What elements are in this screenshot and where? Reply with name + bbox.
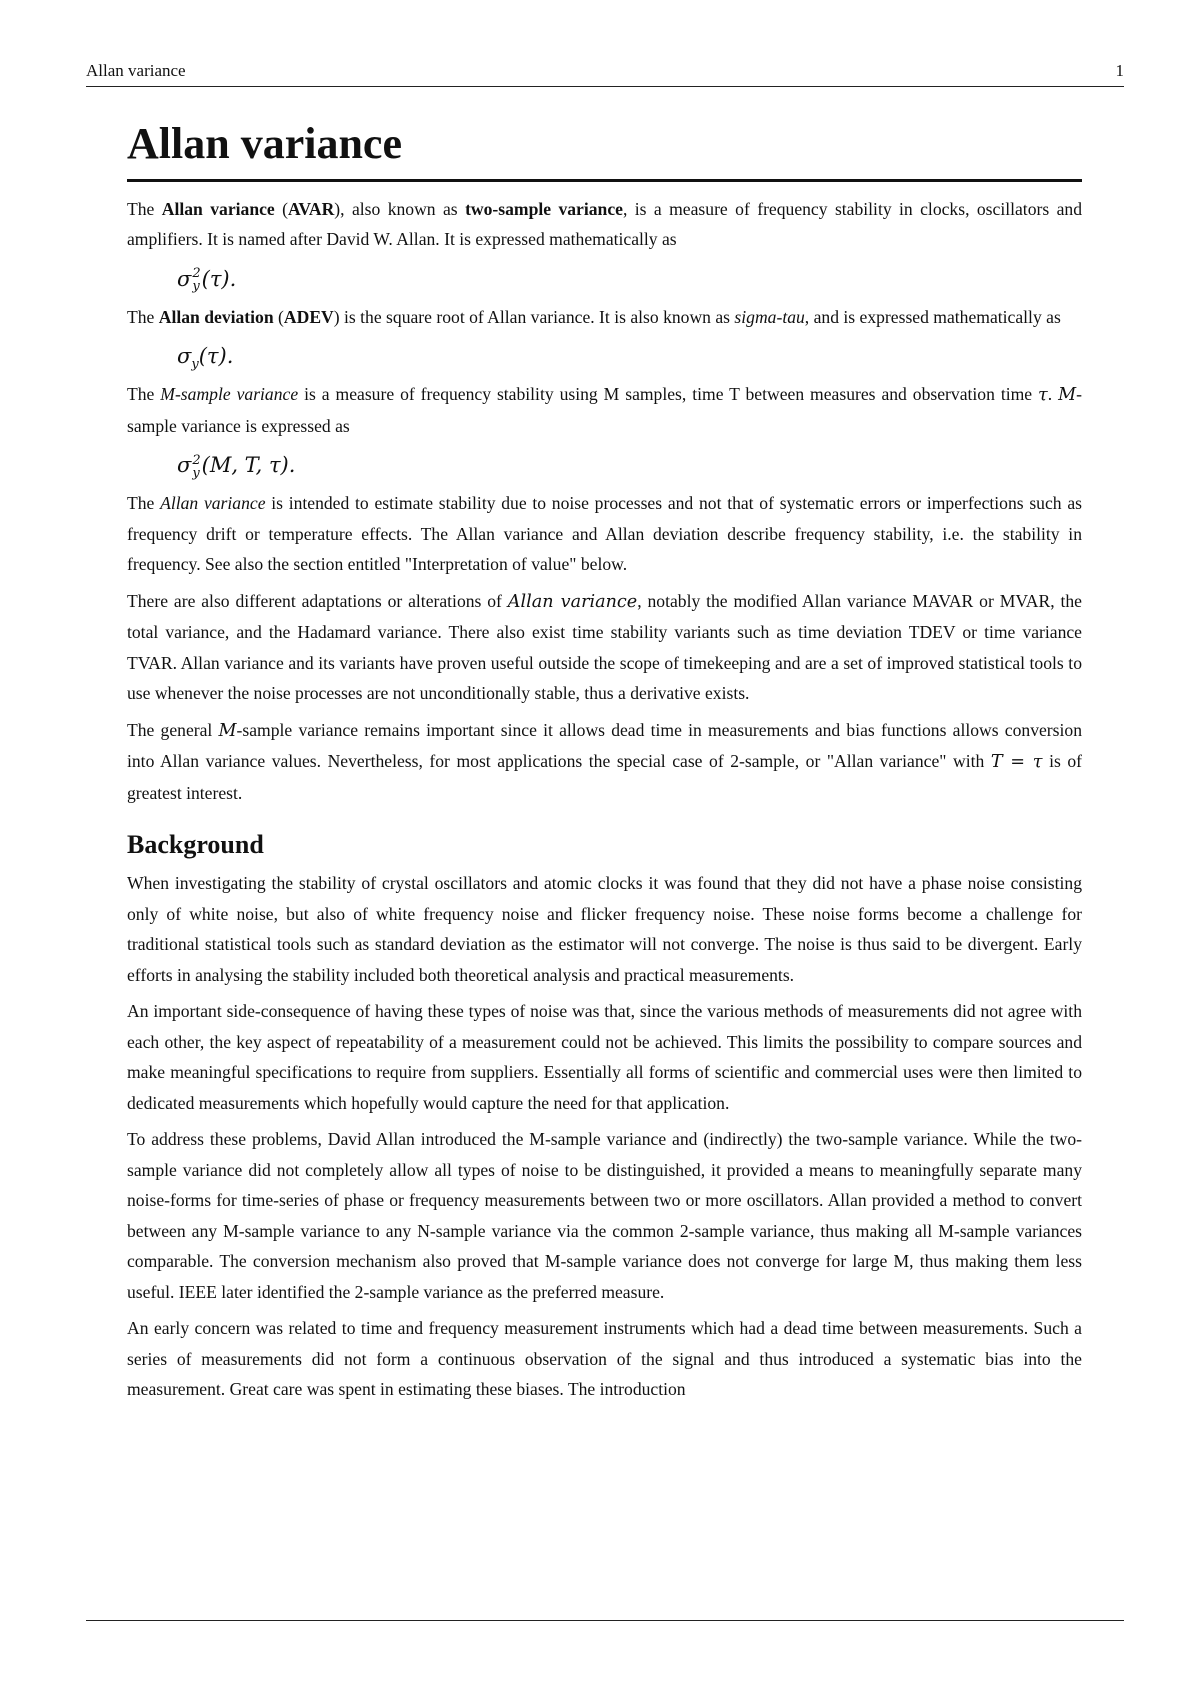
background-paragraph-3: To address these problems, David Allan introduced the M-sample variance and (indirectly) the two-sample variance. While the two-sample variance did not completely allow all types of noise to be distinguished, it provided a means to meaningfully separate many noise-forms for time-series of phase or frequency measurements between two or more oscillators. Allan provided a method to convert between any M-sample variance to any N-sample variance via the common 2-sample variance, thus making all M-sample variances comparable. The conversion mechanism also proved that M-sample variance does not converge for large M, thus making them less useful. IEEE later identified the 2-sample variance as the preferred measure.	[127, 1129, 1082, 1302]
background-paragraph-4: An early concern was related to time and frequency measurement instruments which had a dead time between measurements. Such a series of measurements did not form a continuous observation of the signal and thus introduced a systematic bias into the measurement. Great care was spent in estimating these biases. The introduction	[127, 1318, 1082, 1400]
section-heading-background: Background	[127, 830, 264, 860]
article-body	[127, 118, 1082, 1411]
footer-rule	[86, 1620, 1124, 1621]
intro-paragraph-4: The Allan variance is intended to estimate stability due to noise processes and not that of systematic errors or imperfections such as frequency drift or temperature effects. The Allan variance and Allan deviation describe frequency stability, i.e. the stability in frequency. See also the section entitled "Interpretation of value" below.	[127, 493, 1082, 575]
formula-avar: σ 2 y (τ).	[177, 266, 237, 295]
background-paragraph-1: When investigating the stability of crystal oscillators and atomic clocks it was found that they did not have a phase noise consisting only of white noise, but also of white frequency noise and flicker frequency noise. These noise forms become a challenge for traditional statistical tools such as standard deviation as the estimator will not converge. The noise is thus said to be divergent. Early efforts in analysing the stability included both theoretical analysis and practical measurements.	[127, 873, 1082, 985]
running-header-title: Allan variance	[86, 61, 186, 80]
term-sigma-tau: sigma-tau	[734, 306, 805, 327]
term-avar: AVAR	[288, 198, 335, 219]
term-allan-deviation: Allan deviation	[158, 306, 274, 327]
term-adev: ADEV	[283, 306, 334, 327]
article-title: Allan variance	[127, 118, 1082, 182]
intro-paragraph-5: There are also different adaptations or alterations of Allan variance, notably the modified Allan variance MAVAR or MVAR, the total variance, and the Hadamard variance. There also exist time stability variants such as time deviation TDEV or time variance TVAR. Allan variance and its variants have proven useful outside the scope of timekeeping and are a set of improved statistical tools to use whenever the noise processes are not unconditionally stable, thus a derivative exists.	[127, 590, 1082, 704]
intro-paragraph-3: The M-sample variance is a measure of frequency stability using M samples, time T between measures and observation time τ. M-sample variance is expressed as	[127, 384, 1082, 436]
formula-m-sample-variance: σ 2 y (M, T, τ).	[177, 452, 296, 481]
intro-paragraph-6: The general M-sample variance remains important since it allows dead time in measurements and bias functions allows conversion into Allan variance values. Nevertheless, for most applications the special case of 2-sample, or "Allan variance" with T = τ is of greatest interest.	[127, 719, 1083, 803]
formula-adev: $\sigma_y(\tau)$.	[177, 344, 234, 373]
term-two-sample-variance: two-sample variance	[465, 198, 623, 219]
term-allan-variance: Allan variance	[161, 198, 275, 219]
intro-paragraph-2: The Allan deviation (ADEV) is the square root of Allan variance. It is also known as sigma-tau, and is expressed mathematically as	[127, 306, 1061, 327]
term-m-sample-variance: M-sample variance	[160, 384, 299, 405]
background-paragraph-2: An important side-consequence of having these types of noise was that, since the various methods of measurements did not agree with each other, the key aspect of repeatability of a measurement could not be achieved. This limits the possibility to compare sources and make meaningful specifications to require from suppliers. Essentially all forms of scientific and commercial uses were then limited to dedicated measurements which hopefully would capture the need for that application.	[127, 1001, 1082, 1113]
running-header	[86, 60, 1124, 87]
page-number: 1	[1115, 61, 1124, 80]
intro-paragraph-1: The Allan variance (AVAR), also known as two-sample variance, is a measure of frequency stability in clocks, oscillators and amplifiers. It is named after David W. Allan. It is expressed mathematically as	[127, 198, 1082, 250]
